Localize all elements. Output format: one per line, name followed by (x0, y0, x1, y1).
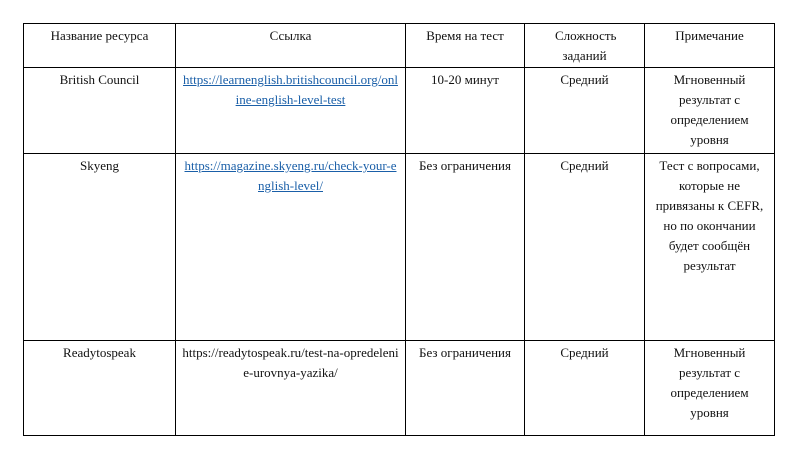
header-note: Примечание (645, 24, 775, 68)
header-time: Время на тест (406, 24, 525, 68)
resource-name: Readytospeak (24, 341, 176, 436)
resource-name: Skyeng (24, 154, 176, 341)
header-row (24, 24, 775, 68)
resource-link[interactable]: https://learnenglish.britishcouncil.org/online-english-level-test (183, 72, 398, 107)
table-row (24, 154, 775, 341)
note: Мгновенный результат с определением уровня (645, 68, 775, 154)
table-row (24, 341, 775, 436)
difficulty: Средний (525, 341, 645, 436)
resource-name: British Council (24, 68, 176, 154)
resource-link[interactable]: https://magazine.skyeng.ru/check-your-english-level/ (184, 158, 397, 193)
note: Тест с вопросами, которые не привязаны к CEFR, но по окончании будет сообщён результат (645, 154, 775, 341)
difficulty: Средний (525, 154, 645, 341)
test-time: Без ограничения (406, 154, 525, 341)
resource-link-cell (176, 68, 406, 154)
header-name: Название ресурса (24, 24, 176, 68)
resource-link-cell (176, 154, 406, 341)
resources-table (23, 23, 775, 436)
header-difficulty: Сложность заданий (525, 24, 645, 68)
resource-link-text: https://readytospeak.ru/test-na-opredelenie-urovnya-yazika/ (176, 341, 406, 436)
note: Мгновенный результат с определением уровня (645, 341, 775, 436)
test-time: Без ограничения (406, 341, 525, 436)
table-row (24, 68, 775, 154)
difficulty: Средний (525, 68, 645, 154)
test-time: 10-20 минут (406, 68, 525, 154)
header-link: Ссылка (176, 24, 406, 68)
